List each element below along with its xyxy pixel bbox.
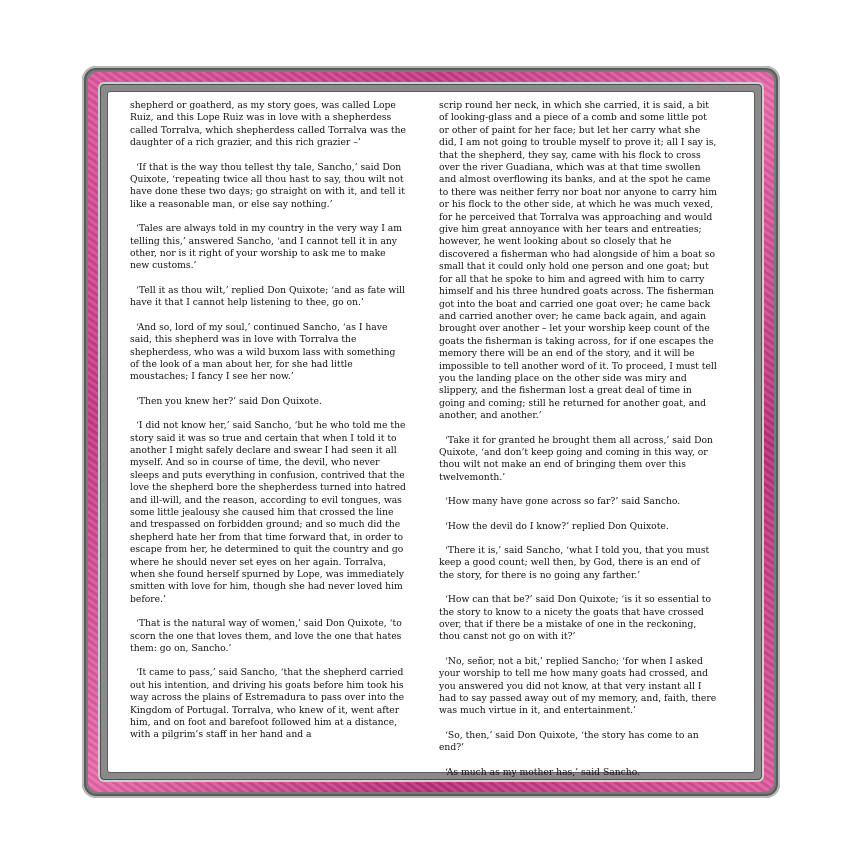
paragraph: ‘Then you knew her?’ said Don Quixote. xyxy=(136,395,322,407)
paragraph: scrip round her neck, in which she carried, it is said, a bit of looking-glass and a piece of a comb and some little pot or other of paint for her face; but let her carry what she did, I am not going to trouble myself to prove it; all I say is, that the shepherd, they say, came with his flock to cross over the river Guadiana, which was at that time swollen and almost overflowing its banks, and at the spot he came to there was neither ferry nor boat nor anyone to carry him or his flock to the other side, at which he was much vexed, for he perceived that Torralva was approaching and would give him great annoyance with her tears and entreaties; however, he went looking about so closely that he discovered a fisherman who had alongside of him a boat so small that it could only hold one person and one goat; but for all that he spoke to him and agreed with him to carry himself and his three hundred goats across. The fisherman got into the boat and carried one goat over; he came back and carried another over; he came back again, and again brought over another – let your worship keep count of the goats the fisherman is taking across, for if one escapes the memory there will be an end of the story, and it will be impossible to tell another word of it. To proceed, I must tell you the landing place on the other side was miry and slippery, and the fisherman lost a great deal of time in going and coming; still he returned for another goat, and another, and another.’ xyxy=(439,100,717,422)
page-frame-outer xyxy=(82,66,780,798)
paragraph: ‘It came to pass,’ said Sancho, ‘that the shepherd carried out his intention, and driving his goats before him took his way across the plains of Estremadura to pass over into the Kingdom of Portugal. Torralva, who knew of it, went after him, and on foot and barefoot followed him at a distance, with a pilgrim’s staff in her hand and a xyxy=(130,667,405,741)
right-text-column xyxy=(439,100,717,791)
paragraph: ‘How many have gone across so far?’ said Sancho. xyxy=(445,496,681,508)
paragraph: ‘If that is the way thou tellest thy tale, Sancho,’ said Don Quixote, ‘repeating twice all thou hast to say, thou wilt not have done these two days; go straight on with it, and tell it like a reasonable man, or else say nothing.’ xyxy=(130,161,405,210)
paragraph: ‘And so, lord of my soul,’ continued Sancho, ‘as I have said, this shepherd was in love with Torralva the shepherdess, who was a wild buxom lass with something of the look of a man about her, for she had little moustaches; I fancy I see her now.’ xyxy=(130,321,396,383)
paragraph: ‘How can that be?’ said Don Quixote; ‘is it so essential to the story to know to a nicety the goats that have crossed over, that if there be a mistake of one in the reckoning, thou canst not go on with it?’ xyxy=(439,594,712,643)
book-page xyxy=(108,92,754,778)
paragraph: ‘Take it for granted he brought them all across,’ said Don Quixote, ‘and don’t keep going and coming in this way, or thou wilt not make an end of bringing them over this twelvemonth.’ xyxy=(439,434,713,483)
paragraph: ‘Tell it as thou wilt,’ replied Don Quixote; ‘and as fate will have it that I cannot help listening to thee, go on.’ xyxy=(130,284,406,309)
left-text-column xyxy=(130,100,407,754)
paragraph: ‘Tales are always told in my country in the very way I am telling this,’ answered Sancho, ‘and I cannot tell it in any other, nor is it right of your worship to ask me to make new customs.’ xyxy=(130,223,402,272)
paragraph: ‘That is the natural way of women,’ said Don Quixote, ‘to scorn the one that loves them, and love the one that hates them: go on, Sancho.’ xyxy=(130,618,402,655)
paragraph: ‘I did not know her,’ said Sancho, ‘but he who told me the story said it was so true and certain that when I told it to another I might safely declare and swear I had seen it all myself. And so in course of time, the devil, who never sleeps and puts everything in confusion, contrived that the love the shepherd bore the shepherdess turned into hatred and ill-will, and the reason, according to evil tongues, was some little jealousy she caused him that crossed the line and trespassed on forbidden ground; and so much did the shepherd hate her from that time forward that, in order to escape from her, he determined to quit the country and go where he should never set eyes on her again. Torralva, when she found herself spurned by Lope, was immediately smitten with love for him, though she had never loved him before.’ xyxy=(130,420,406,605)
page-frame-pink-border xyxy=(88,72,774,792)
paragraph: ‘How the devil do I know?’ replied Don Quixote. xyxy=(445,520,669,532)
paragraph: ‘There it is,’ said Sancho, ‘what I told you, that you must keep a good count; well then, by God, there is an end of the story, for there is no going any farther.’ xyxy=(439,545,710,581)
page-frame-inner xyxy=(98,82,764,782)
paragraph: ‘As much as my mother has,’ said Sancho. xyxy=(445,766,640,778)
paragraph: ‘So, then,’ said Don Quixote, ‘the story has come to an end?’ xyxy=(439,729,699,754)
paragraph: ‘No, señor, not a bit,’ replied Sancho; ‘for when I asked your worship to tell me how many goats had crossed, and you answered you did not know, at that very instant all I had to say passed away out of my memory, and, faith, there was much virtue in it, and entertainment.’ xyxy=(439,655,717,717)
paragraph: shepherd or goatherd, as my story goes, was called Lope Ruiz, and this Lope Ruiz was in love with a shepherdess called Torralva, which shepherdess called Torralva was the daughter of a rich grazier, and this rich grazier –’ xyxy=(130,100,406,149)
